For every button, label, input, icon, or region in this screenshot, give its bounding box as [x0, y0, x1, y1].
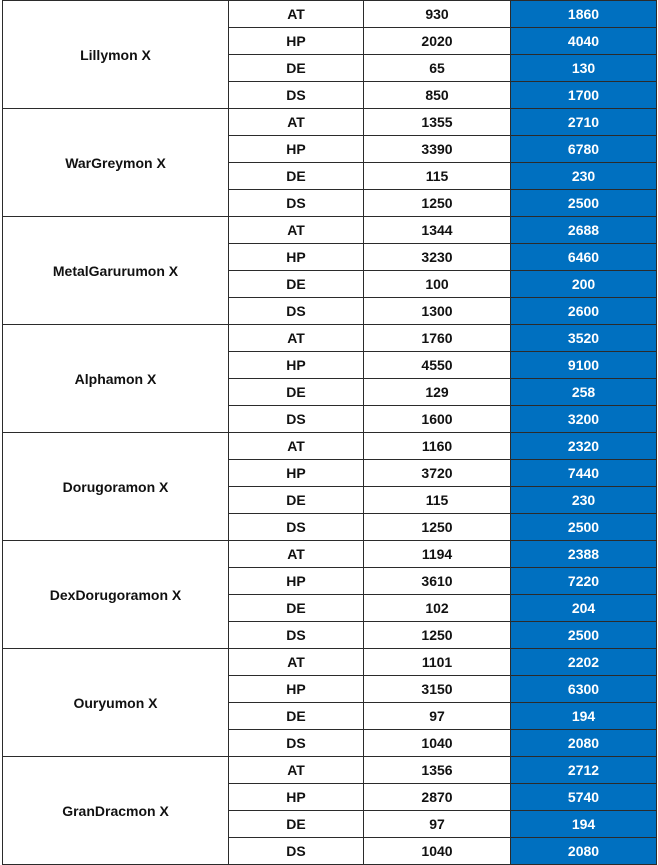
base-value-cell: 3230: [364, 244, 511, 271]
base-value-cell: 4550: [364, 352, 511, 379]
base-value-cell: 1250: [364, 622, 511, 649]
stat-label-cell: DS: [229, 622, 364, 649]
base-value-cell: 850: [364, 82, 511, 109]
doubled-value-cell: 6460: [511, 244, 657, 271]
table-row: [3, 541, 657, 568]
base-value-cell: 1760: [364, 325, 511, 352]
doubled-value-cell: 2710: [511, 109, 657, 136]
doubled-value-cell: 2080: [511, 730, 657, 757]
base-value-cell: 115: [364, 487, 511, 514]
base-value-cell: 1101: [364, 649, 511, 676]
stat-label-cell: DE: [229, 163, 364, 190]
base-value-cell: 3720: [364, 460, 511, 487]
doubled-value-cell: 130: [511, 55, 657, 82]
doubled-value-cell: 204: [511, 595, 657, 622]
doubled-value-cell: 9100: [511, 352, 657, 379]
doubled-value-cell: 7220: [511, 568, 657, 595]
base-value-cell: 3610: [364, 568, 511, 595]
base-value-cell: 1250: [364, 190, 511, 217]
stat-label-cell: DS: [229, 730, 364, 757]
doubled-value-cell: 5740: [511, 784, 657, 811]
stat-label-cell: HP: [229, 28, 364, 55]
base-value-cell: 2870: [364, 784, 511, 811]
base-value-cell: 1355: [364, 109, 511, 136]
base-value-cell: 97: [364, 703, 511, 730]
stat-label-cell: DE: [229, 487, 364, 514]
base-value-cell: 3390: [364, 136, 511, 163]
table-row: [3, 757, 657, 784]
stat-label-cell: HP: [229, 676, 364, 703]
stat-label-cell: HP: [229, 460, 364, 487]
stat-label-cell: DS: [229, 190, 364, 217]
base-value-cell: 930: [364, 1, 511, 28]
stats-table-body: [3, 1, 657, 865]
doubled-value-cell: 2320: [511, 433, 657, 460]
stat-label-cell: AT: [229, 649, 364, 676]
base-value-cell: 65: [364, 55, 511, 82]
doubled-value-cell: 2712: [511, 757, 657, 784]
doubled-value-cell: 3520: [511, 325, 657, 352]
base-value-cell: 1300: [364, 298, 511, 325]
stat-label-cell: DS: [229, 82, 364, 109]
base-value-cell: 115: [364, 163, 511, 190]
table-row: [3, 109, 657, 136]
doubled-value-cell: 2600: [511, 298, 657, 325]
base-value-cell: 1600: [364, 406, 511, 433]
base-value-cell: 3150: [364, 676, 511, 703]
base-value-cell: 102: [364, 595, 511, 622]
doubled-value-cell: 200: [511, 271, 657, 298]
base-value-cell: 100: [364, 271, 511, 298]
doubled-value-cell: 2500: [511, 514, 657, 541]
stat-label-cell: DS: [229, 298, 364, 325]
doubled-value-cell: 2202: [511, 649, 657, 676]
digimon-name-cell: WarGreymon X: [3, 109, 229, 217]
stat-label-cell: DE: [229, 595, 364, 622]
digimon-name-cell: Dorugoramon X: [3, 433, 229, 541]
digimon-name-cell: Ouryumon X: [3, 649, 229, 757]
stat-label-cell: DS: [229, 514, 364, 541]
stat-label-cell: AT: [229, 1, 364, 28]
stat-label-cell: AT: [229, 433, 364, 460]
stat-label-cell: DE: [229, 379, 364, 406]
stat-label-cell: DE: [229, 271, 364, 298]
stat-label-cell: AT: [229, 217, 364, 244]
digimon-name-cell: GranDracmon X: [3, 757, 229, 865]
doubled-value-cell: 3200: [511, 406, 657, 433]
doubled-value-cell: 1700: [511, 82, 657, 109]
doubled-value-cell: 6780: [511, 136, 657, 163]
base-value-cell: 97: [364, 811, 511, 838]
stat-label-cell: HP: [229, 352, 364, 379]
table-row: [3, 433, 657, 460]
base-value-cell: 1160: [364, 433, 511, 460]
doubled-value-cell: 1860: [511, 1, 657, 28]
stat-label-cell: DE: [229, 811, 364, 838]
digimon-name-cell: Lillymon X: [3, 1, 229, 109]
doubled-value-cell: 2500: [511, 622, 657, 649]
doubled-value-cell: 7440: [511, 460, 657, 487]
base-value-cell: 2020: [364, 28, 511, 55]
base-value-cell: 1040: [364, 730, 511, 757]
table-row: [3, 649, 657, 676]
doubled-value-cell: 230: [511, 487, 657, 514]
doubled-value-cell: 2688: [511, 217, 657, 244]
stat-label-cell: HP: [229, 784, 364, 811]
doubled-value-cell: 6300: [511, 676, 657, 703]
stat-label-cell: AT: [229, 541, 364, 568]
doubled-value-cell: 194: [511, 811, 657, 838]
doubled-value-cell: 4040: [511, 28, 657, 55]
doubled-value-cell: 230: [511, 163, 657, 190]
base-value-cell: 129: [364, 379, 511, 406]
base-value-cell: 1344: [364, 217, 511, 244]
base-value-cell: 1250: [364, 514, 511, 541]
base-value-cell: 1040: [364, 838, 511, 865]
doubled-value-cell: 258: [511, 379, 657, 406]
stat-label-cell: AT: [229, 757, 364, 784]
stat-label-cell: HP: [229, 568, 364, 595]
stat-label-cell: DE: [229, 55, 364, 82]
table-row: [3, 325, 657, 352]
digimon-name-cell: DexDorugoramon X: [3, 541, 229, 649]
doubled-value-cell: 2388: [511, 541, 657, 568]
doubled-value-cell: 2500: [511, 190, 657, 217]
base-value-cell: 1356: [364, 757, 511, 784]
stat-label-cell: HP: [229, 136, 364, 163]
stat-label-cell: DS: [229, 838, 364, 865]
table-row: [3, 1, 657, 28]
stat-label-cell: AT: [229, 325, 364, 352]
base-value-cell: 1194: [364, 541, 511, 568]
doubled-value-cell: 194: [511, 703, 657, 730]
stat-label-cell: AT: [229, 109, 364, 136]
stat-label-cell: HP: [229, 244, 364, 271]
digimon-stats-table: [2, 0, 657, 865]
stat-label-cell: DS: [229, 406, 364, 433]
stat-label-cell: DE: [229, 703, 364, 730]
digimon-name-cell: MetalGarurumon X: [3, 217, 229, 325]
digimon-name-cell: Alphamon X: [3, 325, 229, 433]
table-row: [3, 217, 657, 244]
doubled-value-cell: 2080: [511, 838, 657, 865]
